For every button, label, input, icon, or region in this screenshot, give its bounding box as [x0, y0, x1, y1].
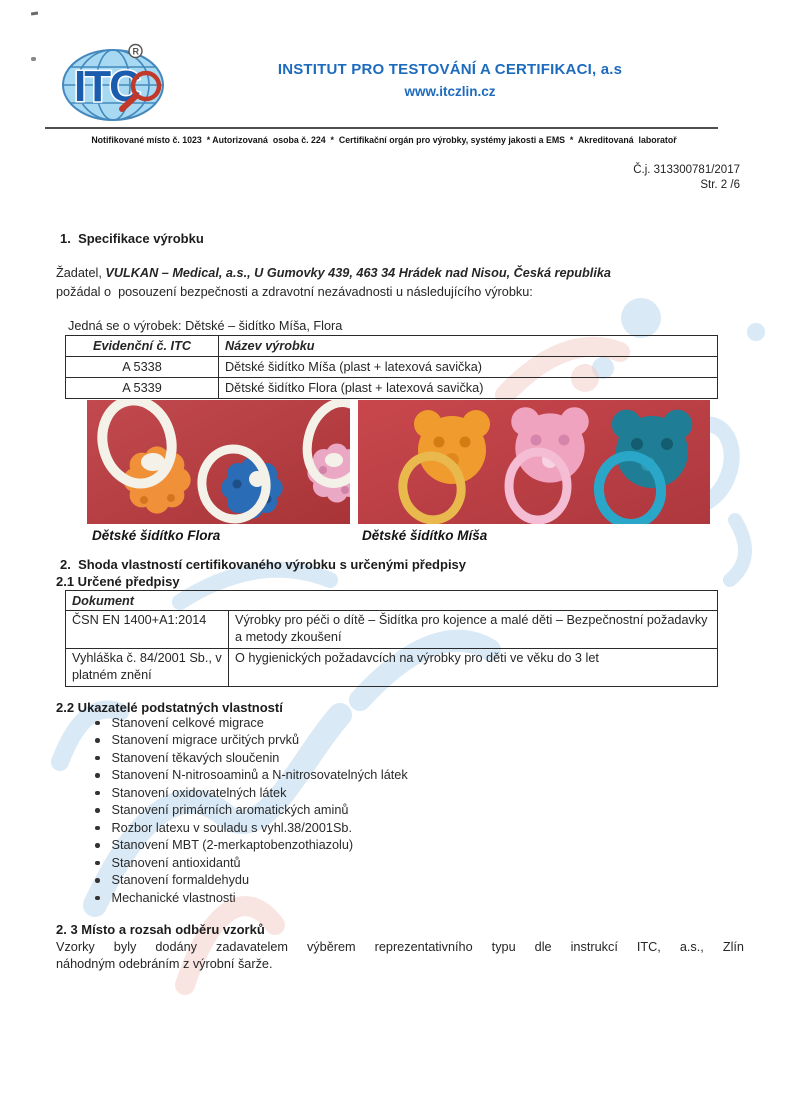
list-item: Mechanické vlastnosti: [95, 889, 408, 907]
bullet-icon: [95, 861, 100, 866]
bullet-icon: [95, 756, 100, 761]
applicant-paragraph: [56, 265, 746, 300]
list-item: Stanovení migrace určitých prvků: [95, 732, 408, 750]
regulations-table: [65, 590, 718, 687]
col-header-name: Název výrobku: [219, 336, 718, 357]
bullet-icon: [95, 843, 100, 848]
list-item: Stanovení N-nitrosoaminů a N-nitrosovatelných látek: [95, 767, 408, 785]
request-line: požádal o posouzení bezpečnosti a zdravotní nezávadnosti u následujícího výrobku:: [56, 284, 533, 299]
list-item: Stanovení antioxidantů: [95, 854, 408, 872]
bullet-icon: [95, 878, 100, 883]
list-item: Stanovení celkové migrace: [95, 714, 408, 732]
doc-header: Dokument: [66, 591, 718, 611]
bullet-icon: [95, 791, 100, 796]
bullet-icon: [95, 896, 100, 901]
table-header-row: [66, 591, 718, 611]
photo-pacifiers-misa: [358, 400, 710, 524]
logo-letters: ITC: [74, 62, 139, 111]
section2-heading: 2. Shoda vlastností certifikovaného výrobku s určenými předpisy: [60, 557, 467, 572]
section2-1-heading: 2.1 Určené předpisy: [56, 574, 180, 589]
col-header-id: Evidenční č. ITC: [66, 336, 219, 357]
table-row: A 5339 Dětské šidítko Flora (plast + latexová savička): [66, 378, 718, 399]
bullet-icon: [95, 738, 100, 743]
org-title: INSTITUT PRO TESTOVÁNÍ A CERTIFIKACI, a.s: [277, 61, 623, 78]
product-intro-line: Jedná se o výrobek: Dětské – šidítko Míša, Flora: [68, 319, 343, 333]
bullet-icon: [95, 808, 100, 813]
reference-block: [500, 163, 740, 193]
itc-logo: [58, 40, 186, 124]
applicant-name: VULKAN – Medical, a.s., U Gumovky 439, 463 34 Hrádek nad Nisou, Česká republika: [105, 266, 611, 280]
bullet-icon: [95, 773, 100, 778]
table-row: A 5338 Dětské šidítko Míša (plast + latexová savička): [66, 357, 718, 378]
caption-flora: Dětské šidítko Flora: [92, 528, 221, 543]
section1-heading: 1. Specifikace výrobku: [60, 231, 204, 246]
caption-misa: Dětské šidítko Míša: [362, 528, 488, 543]
accreditation-line: Notifikované místo č. 1023 * Autorizovaná osoba č. 224 * Certifikační orgán pro výrobky, systémy jakosti a EMS * Akreditovaná laboratoř: [91, 135, 677, 145]
photo-pacifiers-flora: [87, 400, 350, 524]
page-number: Str. 2 /6: [700, 179, 740, 191]
header-rule: [45, 127, 718, 129]
applicant-label: Žadatel,: [56, 266, 106, 280]
section2-2-heading: 2.2 Ukazatelé podstatných vlastností: [56, 700, 283, 715]
list-item: Rozbor latexu v souladu s vyhl.38/2001Sb.: [95, 819, 408, 837]
sampling-line1: Vzorky byly dodány zadavatelem výběrem reprezentativního typu dle instrukcí ITC, a.s., Zlín: [56, 940, 744, 954]
table-row: ČSN EN 1400+A1:2014 Výrobky pro péči o dítě – Šidítka pro kojence a malé děti – Bezpečnostní požadavky a metody zkoušení: [66, 611, 718, 649]
org-website: www.itczlin.cz: [404, 84, 496, 99]
table-header-row: [66, 336, 718, 357]
product-table: [65, 335, 718, 399]
list-item: Stanovení MBT (2-merkaptobenzothiazolu): [95, 837, 408, 855]
registered-trademark-icon: [129, 45, 142, 58]
sampling-paragraph: [56, 939, 744, 973]
list-item: Stanovení těkavých sloučenin: [95, 749, 408, 767]
bullet-icon: [95, 826, 100, 831]
sampling-line2: náhodným odebráním z výrobní šarže.: [56, 957, 273, 971]
bullet-icon: [95, 721, 100, 726]
table-row: Vyhláška č. 84/2001 Sb., v platném znění O hygienických požadavcích na výrobky pro děti ve věku do 3 let: [66, 649, 718, 687]
list-item: Stanovení primárních aromatických aminů: [95, 802, 408, 820]
section2-3-heading: 2. 3 Místo a rozsah odběru vzorků: [56, 922, 265, 937]
list-item: Stanovení formaldehydu: [95, 872, 408, 890]
svg-text:R: R: [132, 46, 139, 57]
ref-number: Č.j. 313300781/2017: [633, 164, 740, 176]
list-item: Stanovení oxidovatelných látek: [95, 784, 408, 802]
indicator-list: [95, 714, 408, 907]
scan-speck: [31, 57, 36, 61]
